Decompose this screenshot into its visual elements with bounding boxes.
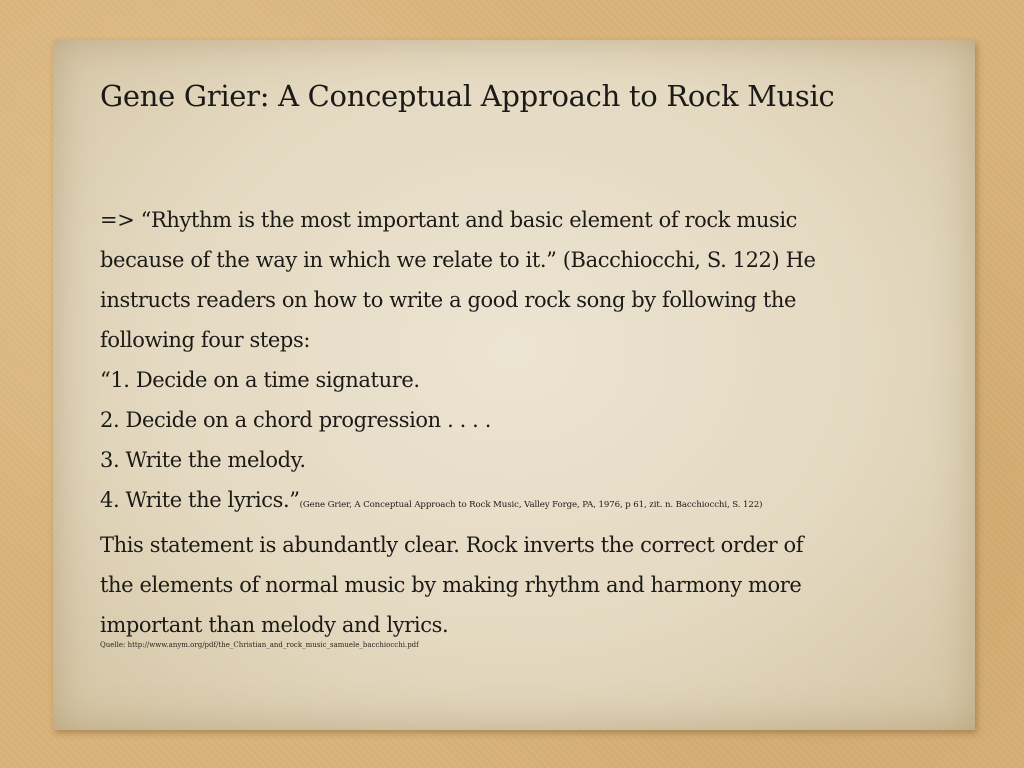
step-1-line: “1. Decide on a time signature. [100, 368, 420, 392]
body-line: following four steps: [100, 328, 311, 352]
slide-body [100, 200, 950, 645]
slide-title: Gene Grier: A Conceptual Approach to Rock Music [100, 79, 835, 113]
body-line: because of the way in which we relate to it.” (Bacchiocchi, S. 122) He [100, 248, 816, 272]
body-line: instructs readers on how to write a good rock song by following the [100, 288, 797, 312]
step-3-line: 3. Write the melody. [100, 448, 306, 472]
step-2-line: 2. Decide on a chord progression . . . . [100, 408, 491, 432]
source-link[interactable]: Quelle: http://www.anym.org/pdf/the_Christian_and_rock_music_samuele_bacchiocchi.pdf [100, 641, 419, 649]
conclusion-line: This statement is abundantly clear. Rock inverts the correct order of [100, 533, 804, 557]
conclusion-line: important than melody and lyrics. [100, 613, 449, 637]
step-4-citation: (Gene Grier, A Conceptual Approach to Rock Music, Valley Forge, PA, 1976, p 61, zit. n. Bacchiocchi, S. 122) [299, 500, 763, 510]
step-4-line [100, 480, 950, 525]
step-4-text: 4. Write the lyrics.” [100, 488, 300, 512]
slide-paper [53, 40, 975, 730]
body-line: => “Rhythm is the most important and basic element of rock music [100, 208, 798, 232]
conclusion-line: the elements of normal music by making rhythm and harmony more [100, 573, 802, 597]
